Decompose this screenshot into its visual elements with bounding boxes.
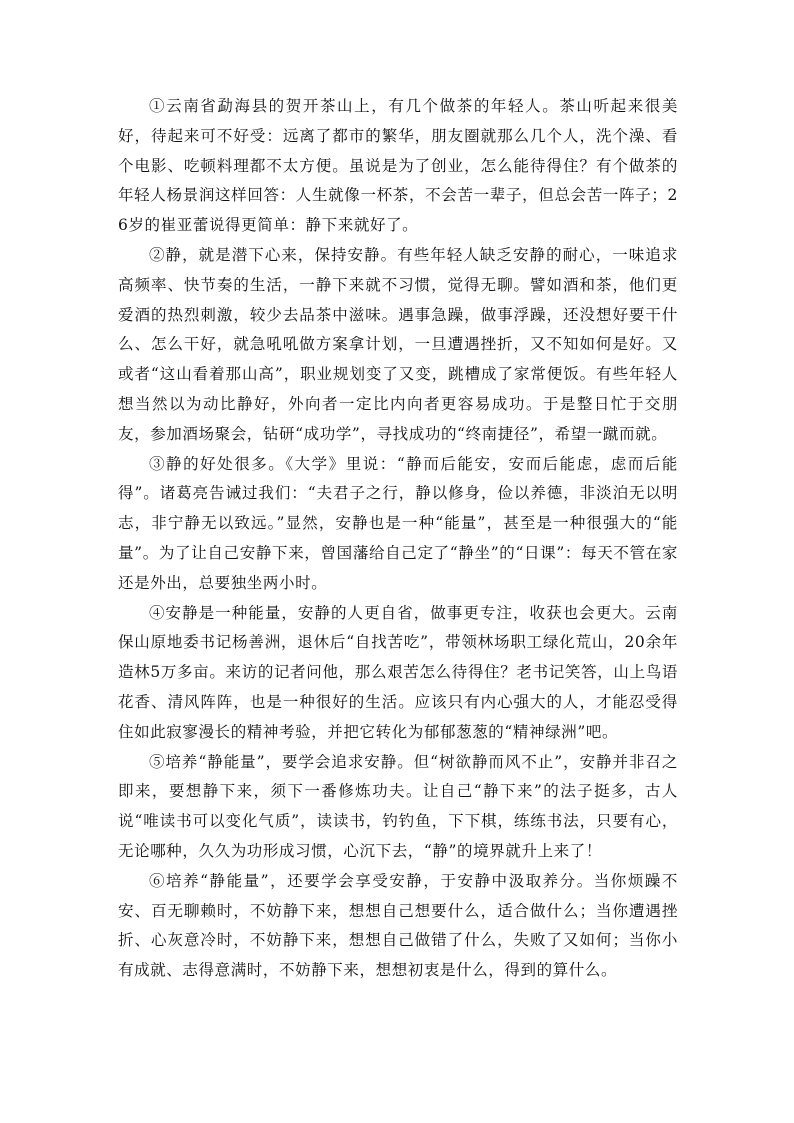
paragraph-6: ⑥培养“静能量”，还要学会享受安静，于安静中汲取养分。当你烦躁不安、百无聊赖时，不妨静下来，想想自己想要什么，适合做什么；当你遭遇挫折、心灰意冷时，不妨静下来，想想自己做错了什么，失败了又如何；当你小有成就、志得意满时，不妨静下来，想想初衷是什么，得到的算什么。 (118, 871, 678, 980)
paragraph-3: ③静的好处很多。《大学》里说：“静而后能安，安而后能虑，虑而后能得”。诸葛亮告诫过我们：“夫君子之行，静以修身，俭以养德，非淡泊无以明志，非宁静无以致远。”显然，安静也是一种“能量”，甚至是一种很强大的“能量”。为了让自己安静下来，曾国藩给自己定了“静坐”的“日课”：每天不管在家还是外出，总要独坐两小时。 (118, 454, 678, 592)
paragraph-1: ①云南省勐海县的贺开茶山上，有几个做茶的年轻人。茶山听起来很美好，待起来可不好受：远离了都市的繁华，朋友圈就那么几个人，洗个澡、看个电影、吃顿料理都不太方便。虽说是为了创业，怎么能待得住？有个做茶的年轻人杨景润这样回答：人生就像一杯茶，不会苦一辈子，但总会苦一阵子；26岁的崔亚蕾说得更简单：静下来就好了。 (118, 97, 678, 235)
paragraph-5: ⑤培养“静能量”，要学会追求安静。但“树欲静而风不止”，安静并非召之即来，要想静下来，须下一番修炼功夫。让自己“静下来”的法子挺多，古人说“唯读书可以变化气质”，读读书，钓钓鱼，下下棋，练练书法，只要有心，无论哪种，久久为功形成习惯，心沉下去，“静”的境界就升上来了！ (118, 752, 678, 860)
article-body (118, 92, 678, 986)
paragraph-2: ②静，就是潜下心来，保持安静。有些年轻人缺乏安静的耐心，一味追求高频率、快节奏的生活，一静下来就不习惯，觉得无聊。譬如酒和茶，他们更爱酒的热烈刺激，较少去品茶中滋味。遇事急躁，做事浮躁，还没想好要干什么、怎么干好，就急吼吼做方案拿计划，一旦遭遇挫折，又不知如何是好。又或者“这山看着那山高”，职业规划变了又变，跳槽成了家常便饭。有些年轻人想当然以为动比静好，外向者一定比内向者更容易成功。于是整日忙于交朋友，参加酒场聚会，钻研“成功学”，寻找成功的“终南捷径”，希望一蹴而就。 (118, 245, 678, 443)
paragraph-4: ④安静是一种能量，安静的人更自省，做事更专注，收获也会更大。云南保山原地委书记杨善洲，退休后“自找苦吃”，带领林场职工绿化荒山，20余年造林5万多亩。来访的记者问他，那么艰苦怎么待得住？老书记笑答，山上鸟语花香、清风阵阵，也是一种很好的生活。应该只有内心强大的人，才能忍受得住如此寂寥漫长的精神考验，并把它转化为郁郁葱葱的“精神绿洲”吧。 (118, 603, 678, 741)
